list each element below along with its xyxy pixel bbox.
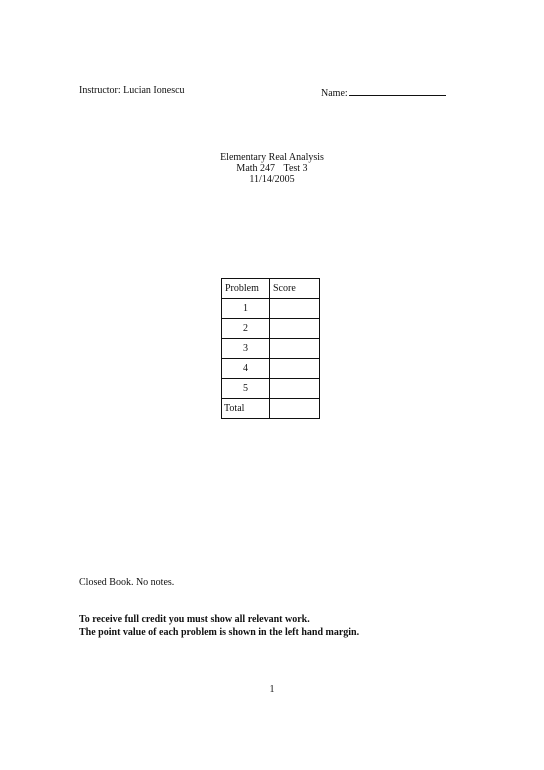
total-score-cell[interactable] — [270, 399, 320, 419]
table-row — [222, 319, 320, 339]
problem-header: Problem — [222, 279, 270, 299]
exam-date: 11/14/2005 — [249, 174, 295, 185]
score-table — [221, 278, 320, 419]
table-row — [222, 299, 320, 319]
total-label: Total — [222, 399, 270, 419]
course-title: Elementary Real Analysis — [220, 152, 324, 163]
score-cell[interactable] — [270, 379, 320, 399]
score-cell[interactable] — [270, 339, 320, 359]
instruction-line-1: To receive full credit you must show all relevant work. — [79, 614, 310, 625]
table-row — [222, 359, 320, 379]
name-label: Name: — [321, 88, 348, 99]
table-row — [222, 379, 320, 399]
problem-number: 4 — [222, 359, 270, 379]
problem-number: 5 — [222, 379, 270, 399]
total-row — [222, 399, 320, 419]
score-cell[interactable] — [270, 359, 320, 379]
instructions-block — [79, 613, 359, 639]
page-number: 1 — [269, 684, 275, 695]
name-field[interactable] — [321, 85, 446, 99]
instruction-line-2: The point value of each problem is shown in the left hand margin. — [79, 627, 360, 638]
table-row — [222, 339, 320, 359]
score-table-header-row — [222, 279, 320, 299]
score-header: Score — [270, 279, 320, 299]
problem-number: 3 — [222, 339, 270, 359]
course-number: Math 247 — [236, 163, 276, 174]
course-test-line — [0, 163, 544, 174]
problem-number: 1 — [222, 299, 270, 319]
score-cell[interactable] — [270, 299, 320, 319]
score-cell[interactable] — [270, 319, 320, 339]
title-block — [0, 152, 544, 185]
name-blank-line[interactable] — [349, 85, 446, 96]
test-number: Test 3 — [283, 163, 308, 174]
closed-book-note: Closed Book. No notes. — [79, 577, 175, 588]
instructor-line: Instructor: Lucian Ionescu — [79, 85, 185, 96]
problem-number: 2 — [222, 319, 270, 339]
